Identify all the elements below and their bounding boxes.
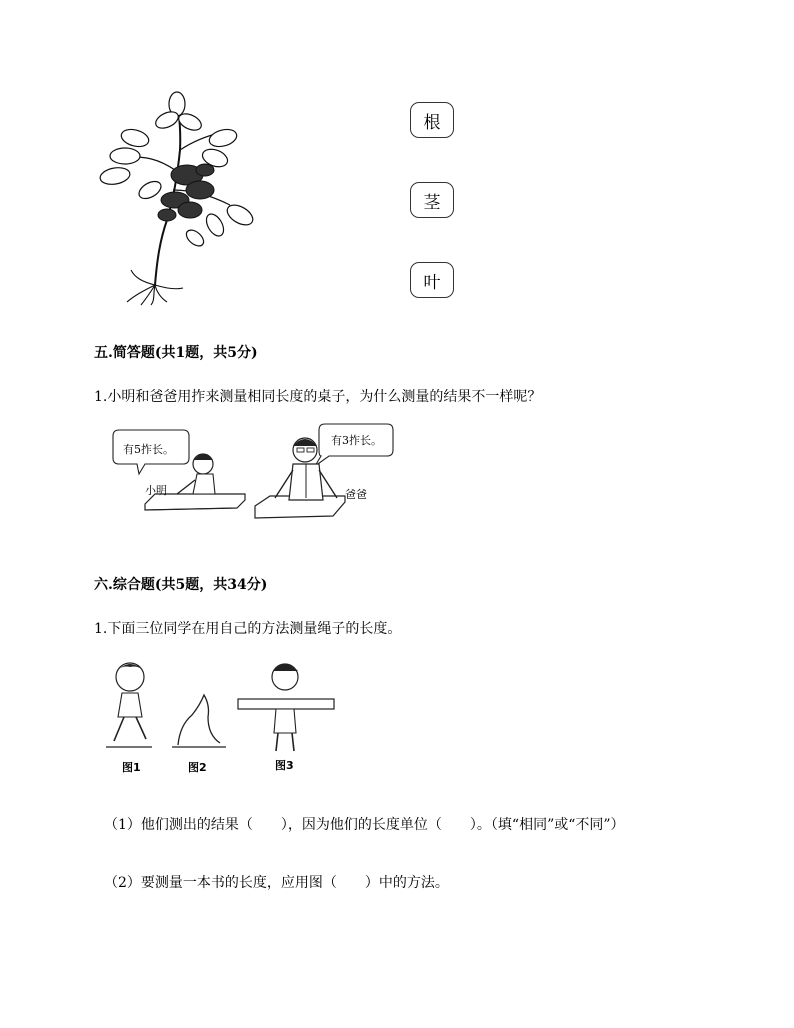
fig3-label: 图3 <box>275 759 294 772</box>
bubble-left-text: 有5拃长。 <box>123 443 174 456</box>
plant-illustration <box>95 90 265 305</box>
stem-label-box <box>410 182 454 218</box>
father-name: 爸爸 <box>345 488 367 501</box>
section5-question1: 1.小明和爸爸用拃来测量相同长度的桌子，为什么测量的结果不一样呢？ <box>94 389 542 405</box>
leaf-label-box <box>410 262 454 298</box>
subquestion-2: （2）要测量一本书的长度，应用图（ ）中的方法。 <box>104 875 449 891</box>
section6-question1: 1.下面三位同学在用自己的方法测量绳子的长度。 <box>94 621 402 637</box>
stem-label: 茎 <box>423 192 441 213</box>
root-label-box <box>410 102 454 138</box>
xiaoming-name: 小明 <box>145 484 167 497</box>
leaf-label: 叶 <box>423 272 441 293</box>
root-label: 根 <box>423 112 441 133</box>
rope-measurement-illustration <box>100 655 340 780</box>
bubble-right-text: 有3拃长。 <box>331 434 382 447</box>
measuring-table-illustration <box>105 428 405 528</box>
section5-heading: 五.简答题(共1题，共5分) <box>94 345 258 361</box>
fig1-label: 图1 <box>122 761 141 774</box>
fig2-label: 图2 <box>188 761 207 774</box>
subquestion-1: （1）他们测出的结果（ ），因为他们的长度单位（ ）。（填“相同”或“不同”） <box>104 817 625 833</box>
section6-heading: 六.综合题(共5题，共34分) <box>94 577 268 593</box>
